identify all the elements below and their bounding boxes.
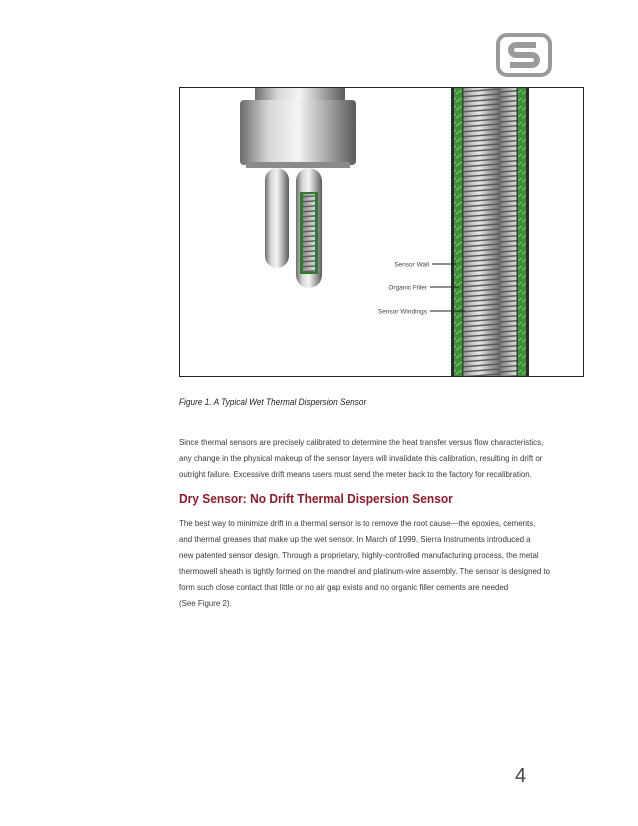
paragraph-line: and thermal greases that make up the wet sensor. In March of 1999, Sierra Instruments introduced a [179, 534, 531, 544]
figure-caption: Figure 1. A Typical Wet Thermal Dispersion Sensor [179, 397, 367, 407]
figure-1-box [179, 87, 584, 377]
paragraph-line: The best way to minimize drift in a thermal sensor is to remove the root cause—the epoxies, cements, [179, 518, 536, 528]
sensor-head-illustration [240, 88, 356, 288]
page-number: 4 [515, 765, 527, 787]
paragraph-line: any change in the physical makeup of the sensor layers will invalidate this calibration, resulting in drift or [179, 453, 543, 463]
sensor-cross-section-illustration [451, 88, 529, 376]
paragraph-line: thermowell sheath is tightly formed on the mandrel and platinum-wire assembly. The sensor is designed to [179, 566, 551, 576]
callout-label-organic-filler: Organic Filler [388, 284, 427, 292]
callout-label-sensor-windings: Sensor Windings [377, 308, 427, 316]
callout-label-sensor-wall: Sensor Wall [394, 261, 429, 269]
paragraph-line: outright failure. Excessive drift means users must send the meter back to the factory for recalibration. [179, 469, 532, 479]
paragraph-drift [179, 434, 556, 482]
paragraph-line: Since thermal sensors are precisely calibrated to determine the heat transfer versus flow characteristics, [179, 437, 544, 447]
paragraph-line: new patented sensor design. Through a proprietary, highly-controlled manufacturing process, the metal [179, 550, 539, 560]
sierra-s-logo-icon [496, 33, 552, 77]
paragraph-line: (See Figure 2). [179, 598, 232, 608]
paragraph-dry-sensor [179, 515, 556, 611]
paragraph-line: form such close contact that little or no air gap exists and no organic filler cements are needed [179, 582, 509, 592]
section-heading: Dry Sensor: No Drift Thermal Dispersion Sensor [179, 491, 453, 506]
